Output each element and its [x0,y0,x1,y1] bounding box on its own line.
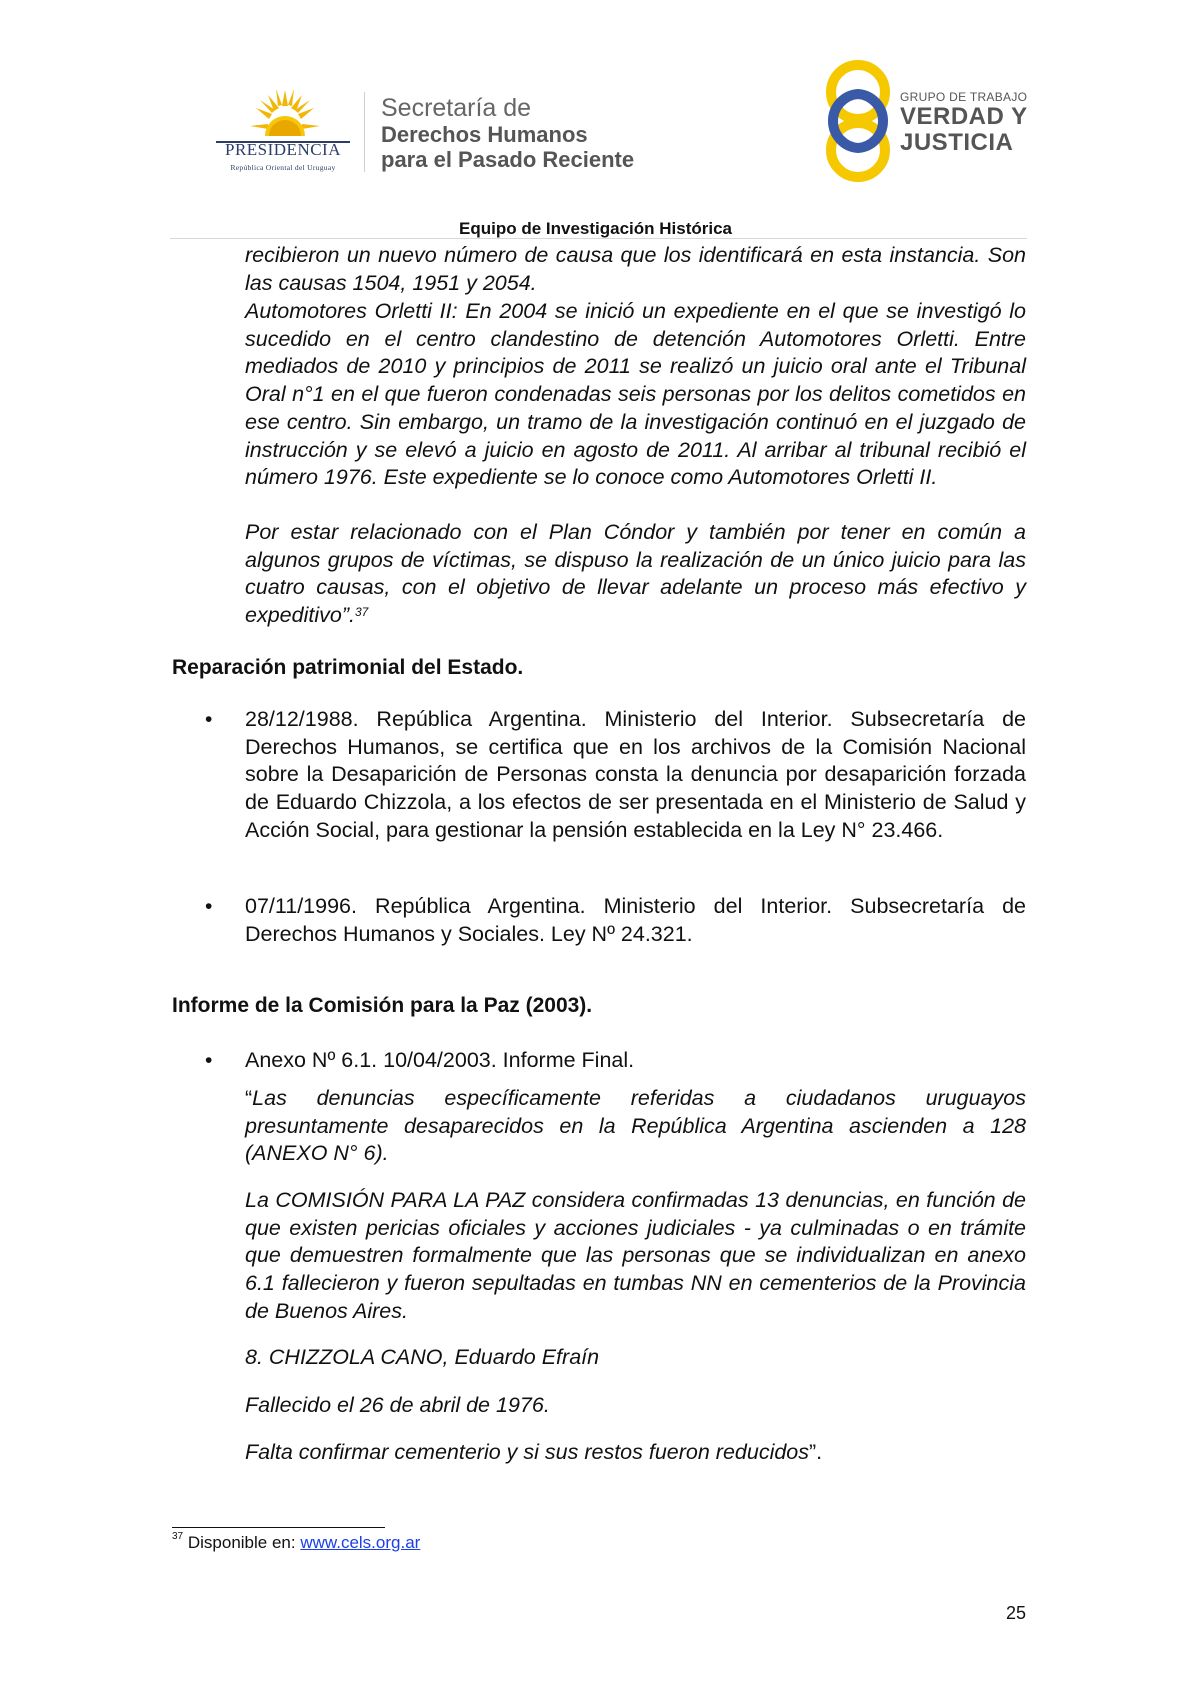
page-header [0,0,1191,240]
footnote-ref[interactable]: 37 [354,605,369,620]
footnote-separator [172,1527,385,1528]
secretaria-line1: Secretaría de [381,94,532,122]
list-item: 28/12/1988. República Argentina. Ministerio del Interior. Subsecretaría de Derechos Humanos, se certifica que en los archivos de la Comisión Nacional sobre la Desaparición de Personas consta la denuncia por desaparición forzada de Eduardo Chizzola, a los efectos de ser presentada en el Ministerio de Salud y Acción Social, para gestionar la pensión establecida en la Ley N° 23.466. [245,707,1026,842]
page-number: 25 [1006,1603,1027,1623]
sun-icon [248,84,322,142]
section-heading-reparacion: Reparación patrimonial del Estado. [172,656,524,679]
footnote-text: Disponible en: [187,1533,301,1552]
comision-quote-1-text: Las denuncias específicamente referidas a ciudadanos uruguayos presuntamente desaparecidos en la República Argentina ascienden a 128 (ANEXO N° 6). [245,1086,1026,1166]
bullet-icon: • [205,708,213,731]
comision-quote-5 [245,1439,1026,1467]
quote-paragraph-3 [245,519,1026,630]
team-title: Equipo de Investigación Histórica [459,219,732,238]
presidencia-name: PRESIDENCIA [224,140,341,159]
quote-paragraph-3-text: Por estar relacionado con el Plan Cóndor y también por tener en común a algunos grupos de víctimas, se dispuso la realización de un único juicio para las cuatro causas, con el objetivo de llevar adelante un proceso más efectivo y expeditivo”. [245,520,1026,628]
list-item: 07/11/1996. República Argentina. Ministerio del Interior. Subsecretaría de Derechos Humanos y Sociales. Ley Nº 24.321. [245,894,1026,946]
comision-quote-4: Fallecido el 26 de abril de 1976. [245,1393,550,1417]
comision-quote-5-text: Falta confirmar cementerio y si sus restos fueron reducidos [245,1440,810,1464]
secretaria-logo-text [381,94,634,172]
presidencia-logo [208,84,358,174]
grupo-line2: VERDAD Y [900,103,1028,130]
quote-paragraph-1: recibieron un nuevo número de causa que los identificará en esta instancia. Son las causas 1504, 1951 y 2054. [245,243,1026,295]
footnote [172,1533,420,1553]
comision-quote-3: 8. CHIZZOLA CANO, Eduardo Efraín [245,1345,600,1369]
footnote-number: 37 [172,1531,184,1542]
quote-paragraph-2: Automotores Orletti II: En 2004 se inició un expediente en el que se investigó lo sucedido en el centro clandestino de detención Automotores Orletti. Entre mediados de 2010 y principios de 2011 se realizó un juicio oral ante el Tribunal Oral n°1 en el que fueron condenadas seis personas por los delitos cometidos en ese centro. Sin embargo, un tramo de la investigación continuó en el juzgado de instrucción y se elevó a juicio en agosto de 2011. Al arribar al tribunal recibió el número 1976. Este expediente se lo conoce como Automotores Orletti II. [245,299,1026,490]
footnote-link[interactable]: www.cels.org.ar [300,1533,421,1552]
comision-quote-1 [245,1085,1026,1168]
quote-close-mark: ”. [809,1440,823,1464]
bullet-icon: • [205,895,213,918]
list-item: Anexo Nº 6.1. 10/04/2003. Informe Final. [245,1048,635,1072]
secretaria-line3: para el Pasado Reciente [381,147,635,172]
quote-open-mark: “ [245,1086,253,1110]
grupo-line1: GRUPO DE TRABAJO [900,90,1028,104]
section-heading-comision: Informe de la Comisión para la Paz (2003). [172,994,593,1017]
grupo-trabajo-text [900,90,1028,156]
bullet-icon: • [205,1049,213,1072]
header-rule [170,238,1027,239]
secretaria-line2: Derechos Humanos [381,122,588,147]
verdad-justicia-logo-icon [818,58,898,184]
comision-quote-2: La COMISIÓN PARA LA PAZ considera confirmadas 13 denuncias, en función de que existen pericias oficiales y acciones judiciales - ya culminadas o en trámite que demuestren formalmente que las personas que se individualizan en anexo 6.1 fallecieron y fueron sepultadas en tumbas NN en cementerios de la Provincia de Buenos Aires. [245,1188,1026,1323]
header-divider [364,92,365,172]
grupo-line3: JUSTICIA [900,129,1014,156]
presidencia-subtitle: República Oriental del Uruguay [230,163,336,172]
